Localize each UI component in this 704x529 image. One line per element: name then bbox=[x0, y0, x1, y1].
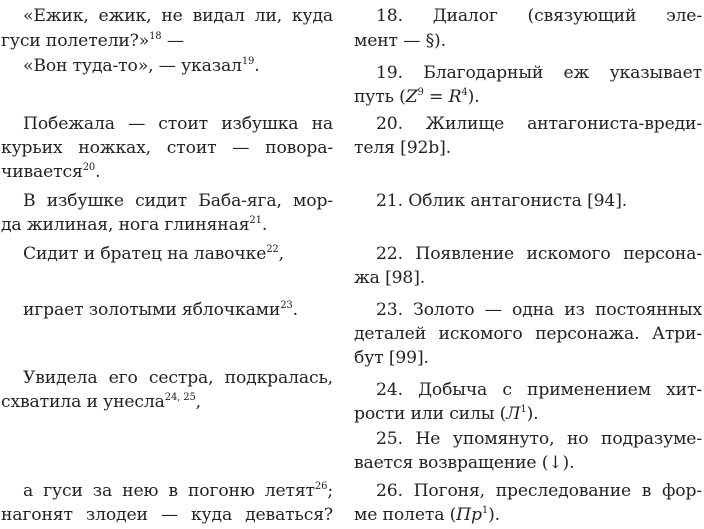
footnote-marker: 22 bbox=[266, 244, 279, 255]
note-line: теля [92b]. bbox=[354, 138, 452, 158]
note-line: путь $(Z^9 = R^4)$. bbox=[354, 87, 480, 107]
tale-line-text: чивается bbox=[1, 162, 83, 182]
footnote-marker: 20 bbox=[82, 162, 96, 173]
tale-line bbox=[1, 189, 333, 213]
tale-line: а гуси за нею в погоню летят$^{26}$; bbox=[23, 481, 333, 501]
footnote-marker: 23 bbox=[280, 300, 293, 311]
tale-line-text: Сидит и братец на лавочке bbox=[23, 244, 267, 264]
tale-line bbox=[1, 112, 333, 136]
note-line: 26. Погоня, преследование в фор- bbox=[376, 481, 702, 501]
tale-line: чивается$^{20}$. bbox=[1, 162, 101, 182]
tale-line bbox=[1, 136, 333, 160]
tale-line-text: В избушке сидит Баба-яга, мор- bbox=[23, 191, 333, 211]
note-line: ме полета $(Пр^1)$. bbox=[354, 505, 500, 525]
tale-line-text: курьих ножках, стоит — повора- bbox=[1, 138, 333, 158]
note-line: бут [99]. bbox=[354, 348, 429, 368]
tale-line bbox=[1, 366, 333, 390]
tale-line-text: гуси полетели?» bbox=[1, 31, 150, 51]
note-line: жа [98]. bbox=[354, 268, 426, 288]
note-line: мент — §). bbox=[354, 31, 446, 51]
tale-line-text: схватила и унесла bbox=[1, 392, 165, 412]
tale-line: да жилиная, нога глиняная$^{21}$. bbox=[1, 215, 268, 235]
tale-line: играет золотыми яблочками$^{23}$. bbox=[23, 300, 298, 320]
tale-line-text: «Вон туда-то», — указал bbox=[23, 56, 242, 76]
note-line: 23. Золото — одна из постоянных bbox=[376, 300, 702, 320]
note-line: деталей искомого персонажа. Атри- bbox=[354, 324, 702, 344]
footnote-marker: 24, 25 bbox=[164, 392, 196, 403]
note-line: 20. Жилище антагониста-вреди- bbox=[376, 114, 702, 134]
tale-line-text: Увидела его сестра, подкралась, bbox=[23, 368, 333, 388]
note-line: 18. Диалог (связующий эле- bbox=[376, 6, 702, 26]
tale-line-text: играет золотыми яблочками bbox=[23, 300, 281, 320]
footnote-marker: 19 bbox=[241, 56, 255, 67]
note-line: 25. Не упомянуто, но подразуме- bbox=[376, 429, 702, 449]
tale-line-text: Побежала — стоит избушка на bbox=[23, 114, 333, 134]
tale-line-text: а гуси за нею в погоню летят bbox=[23, 481, 315, 501]
footnote-marker: 21 bbox=[249, 215, 262, 226]
tale-line bbox=[1, 4, 333, 28]
footnote-marker: 18 bbox=[149, 31, 162, 42]
note-line: 22. Появление искомого персона- bbox=[376, 244, 702, 264]
tale-line: Сидит и братец на лавочке$^{22}$, bbox=[23, 244, 284, 264]
note-line: рости или силы $(Л^1)$. bbox=[354, 404, 539, 424]
tale-line bbox=[1, 503, 333, 527]
tale-line-text: нагонят злодеи — куда деваться? bbox=[1, 505, 333, 525]
tale-line: схватила и унесла$^{24, 25}$, bbox=[1, 392, 201, 412]
tale-line: «Вон туда-то», — указал$^{19}$. bbox=[23, 56, 260, 76]
tale-line-text: да жилиная, нога глиняная bbox=[1, 215, 250, 235]
note-line: 21. Облик антагониста [94]. bbox=[376, 191, 628, 211]
note-line: 19. Благодарный еж указывает bbox=[376, 63, 702, 83]
note-line: вается возвращение (↓). bbox=[354, 453, 575, 473]
tale-line-text: «Ежик, ежик, не видал ли, куда bbox=[23, 6, 333, 26]
tale-line: гуси полетели?»$^{18}$ — bbox=[1, 31, 184, 51]
note-line: 24. Добыча с применением хит- bbox=[376, 380, 702, 400]
footnote-marker: 26 bbox=[314, 481, 328, 492]
